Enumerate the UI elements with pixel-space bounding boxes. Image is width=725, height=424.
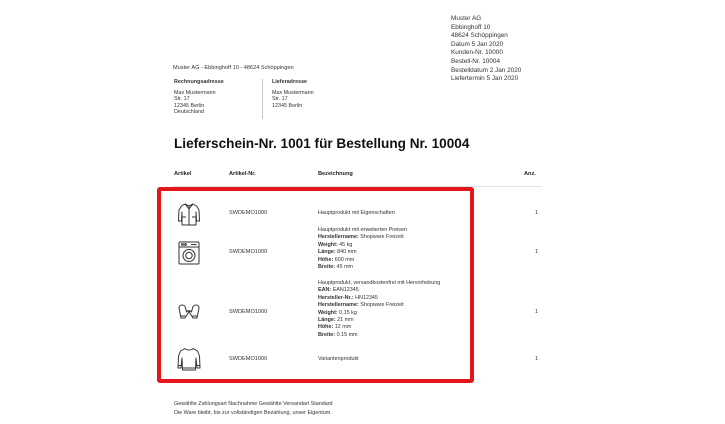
delivery-line: Str. 17: [272, 96, 288, 103]
order-date: Bestelldatum 2 Jan 2020: [451, 66, 522, 74]
property-value: 21 mm: [337, 317, 354, 324]
billing-heading: Rechnungsadresse: [174, 79, 224, 85]
property-value: HN12345: [355, 294, 378, 301]
product-name: Hauptprodukt mit erweiterten Preisen: [318, 227, 407, 233]
property-label: Höhe:: [318, 324, 334, 331]
property-label: Breite:: [318, 331, 336, 338]
row-quantity: 1: [535, 356, 539, 362]
address-divider: [262, 79, 263, 119]
property-value: 0.15 mm: [336, 331, 358, 338]
footer-payment-shipping: Gewählte Zahlungsart Nachnahme Gewählte Versandart Standard: [174, 401, 333, 407]
property-label: Länge:: [318, 249, 336, 256]
highlight-box: [157, 187, 474, 383]
property-label: Weight:: [318, 309, 338, 316]
document-date: Datum 5 Jan 2020: [451, 40, 504, 48]
billing-line: 12345 Berlin: [174, 102, 205, 109]
order-number: Bestell-Nr. 10004: [451, 57, 501, 65]
property-value: 600 mm: [334, 256, 355, 263]
column-header-description: Bezeichnung: [318, 171, 353, 177]
page-title: Lieferschein-Nr. 1001 für Bestellung Nr. 10004: [174, 136, 470, 151]
row-quantity: 1: [535, 210, 539, 216]
property-value: 0.15 kg: [339, 309, 357, 316]
property-value: Shopware Freizeit: [360, 302, 404, 309]
row-article-number: SWDEMO1000: [229, 249, 268, 255]
company-info: [451, 15, 521, 84]
billing-line: Deutschland: [174, 109, 204, 116]
column-header-quantity: Anz.: [524, 171, 536, 177]
row-article-number: SWDEMO1000: [229, 309, 268, 315]
column-header-article: Artikel: [174, 171, 192, 177]
property-label: Herstellername:: [318, 234, 359, 241]
row-article-number: SWDEMO1000: [229, 356, 268, 362]
product-name: Hauptprodukt mit Eigenschaften: [318, 210, 395, 216]
property-value: 45 mm: [336, 264, 354, 271]
property-label: Herstellername:: [318, 302, 359, 309]
sender-line: Muster AG - Ebbinghoff 10 - 48624 Schöppingen: [173, 65, 294, 71]
billing-address: [174, 79, 224, 116]
row-quantity: 1: [535, 309, 539, 315]
property-value: 45 kg: [339, 241, 353, 248]
billing-line: Max Mustermann: [174, 89, 216, 96]
footer-ownership-note: Die Ware bleibt, bis zur vollständigen Bezahlung, unser Eigentum.: [174, 409, 332, 416]
row-quantity: 1: [535, 249, 539, 255]
row-article-number: SWDEMO1000: [229, 210, 268, 216]
footer-notes: [174, 400, 333, 417]
property-label: EAN:: [318, 287, 332, 294]
product-name: Variantenprodukt: [318, 356, 359, 362]
billing-line: Str. 17: [174, 96, 190, 103]
property-label: Höhe:: [318, 256, 334, 263]
delivery-heading: Lieferadresse: [272, 79, 308, 85]
delivery-date: Liefertermin 5 Jan 2020: [451, 75, 519, 83]
customer-number: Kunden-Nr. 10000: [451, 49, 503, 57]
property-value: 12 mm: [334, 324, 352, 331]
delivery-line: 12345 Berlin: [272, 102, 303, 109]
property-value: EAN12345: [332, 287, 359, 294]
property-label: Länge:: [318, 317, 336, 324]
company-street: Ebbinghoff 10: [451, 23, 491, 31]
property-label: Breite:: [318, 264, 336, 271]
product-name: Hauptprodukt, versandkostenfrei mit Hervorhebung: [318, 280, 441, 286]
property-label: Weight:: [318, 241, 338, 248]
company-city: 48624 Schöppingen: [451, 32, 508, 40]
delivery-address: [272, 79, 314, 109]
property-value: 840 mm: [337, 249, 357, 256]
delivery-line: Max Mustermann: [272, 89, 314, 96]
column-header-article-no: Artikel-Nr.: [229, 171, 256, 177]
property-label: Hersteller-Nr.:: [318, 294, 354, 301]
company-name: Muster AG: [451, 15, 482, 22]
property-value: Shopware Freizeit: [360, 234, 404, 241]
